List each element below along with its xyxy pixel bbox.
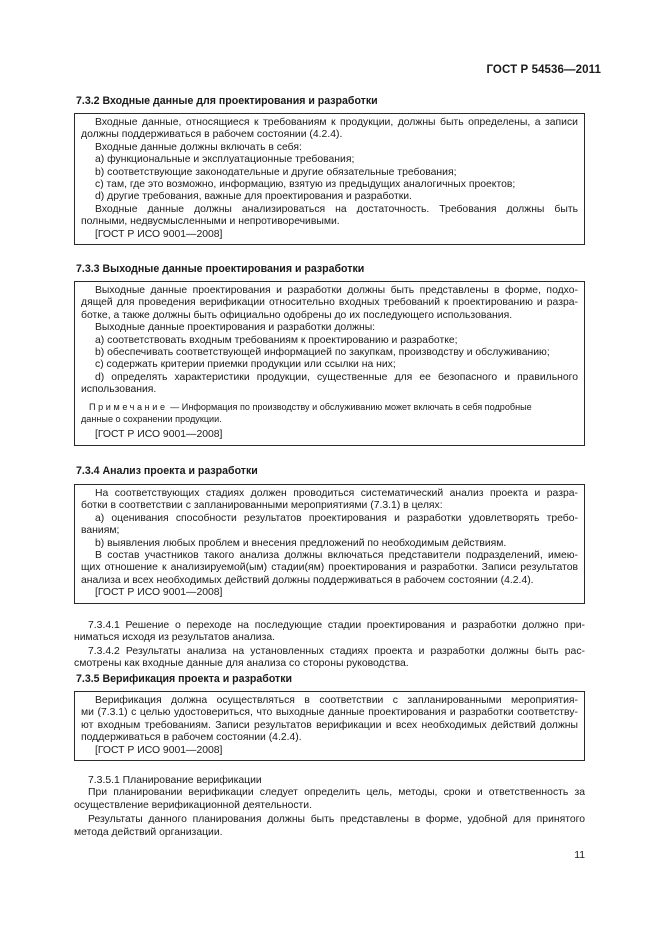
note-text: — Информация по производству и обслуживанию может включать в себя подробные bbox=[167, 401, 532, 412]
list-item: a) функциональные и эксплуатационные требования; bbox=[95, 154, 355, 166]
quote-box-7-3-4 bbox=[74, 484, 585, 604]
list-item: b) соответствующие законодательные и другие обязательные требования; bbox=[95, 166, 457, 178]
text-line: Входные данные должны анализироваться на достаточность. Требования должны быть bbox=[95, 203, 578, 215]
page-number: 11 bbox=[574, 850, 585, 861]
list-item: b) выявления любых проблем и внесения предложений по необходимым действиям. bbox=[95, 537, 507, 549]
quote-box-7-3-3 bbox=[74, 281, 585, 446]
text-line: поддерживаться в рабочем состоянии (4.2.4). bbox=[81, 732, 302, 744]
list-item: d) определять характеристики продукции, существенные для ее безопасного и правильного bbox=[95, 371, 578, 383]
text-line: Входные данные должны включать в себя: bbox=[95, 141, 302, 153]
text-line: ботки в соответствии с запланированными мероприятиями (7.3.1) в целях: bbox=[81, 500, 443, 512]
list-item: d) другие требования, важные для проектирования и разработки. bbox=[95, 191, 412, 203]
note-line bbox=[81, 401, 578, 413]
section-heading-7-3-3: 7.3.3 Выходные данные проектирования и разработки bbox=[76, 263, 365, 275]
section-heading-7-3-2: 7.3.2 Входные данные для проектирования и разработки bbox=[76, 95, 378, 107]
section-heading-7-3-5: 7.3.5 Верификация проекта и разработки bbox=[76, 673, 293, 685]
text-line: ниматься исходя из результатов анализа. bbox=[74, 632, 275, 644]
text-line: На соответствующих стадиях должен проводиться систематический анализ проекта и разра- bbox=[95, 488, 578, 499]
text-line: щих отношение к анализируемой(ым) стадии(ям) проектирования и разработки. Записи результатов bbox=[81, 562, 578, 574]
text-line: 7.3.4.1 Решение о переходе на последующие стадии проектирования и разработки должно при- bbox=[88, 620, 585, 631]
quote-box-7-3-5 bbox=[74, 691, 585, 761]
list-item: c) содержать критерии приемки продукции или ссылки на них; bbox=[95, 359, 396, 371]
text-line: анализа и всех необходимых действий должны поддерживаться в рабочем состоянии (4.2.4). bbox=[81, 574, 534, 586]
text-line: ваниям; bbox=[81, 525, 120, 537]
list-item: c) там, где это возможно, информацию, взятую из предыдущих аналогичных проектов; bbox=[95, 179, 516, 191]
note-label: Примечание bbox=[89, 401, 168, 412]
note-continuation: данные о сохранении продукции. bbox=[81, 414, 222, 425]
text-line: ют входным требованиям. Записи результатов верификации и всех необходимых действий должны bbox=[81, 719, 578, 731]
list-item: a) оценивания способности результатов проектирования и разработки удовлетворять требо- bbox=[95, 512, 578, 524]
text-line: Верификация должна осуществляться в соответствии с запланированными мероприятия- bbox=[95, 695, 578, 706]
text-line: ми (7.3.1) с целью удостовериться, что выходные данные проектирования и разработки соответству- bbox=[81, 707, 578, 719]
quote-box-7-3-2 bbox=[74, 113, 585, 245]
text-line: Входные данные, относящиеся к требованиям к продукции, должны быть определены, а записи bbox=[95, 117, 578, 128]
text-line: Выходные данные проектирования и разработки должны быть представлены в форме, подхо- bbox=[95, 285, 578, 296]
text-line: Выходные данные проектирования и разработки должны: bbox=[95, 322, 376, 334]
text-line: метода действий организации. bbox=[74, 826, 223, 838]
paragraph-7-3-4-1 bbox=[74, 620, 585, 645]
text-line: В состав участников такого анализа должны включаться представители подразделений, имею- bbox=[95, 550, 578, 561]
document-header-id: ГОСТ Р 54536—2011 bbox=[486, 64, 601, 76]
section-heading-7-3-4: 7.3.4 Анализ проекта и разработки bbox=[76, 465, 258, 477]
text-line: 7.3.4.2 Результаты анализа на установленных стадиях проекта и разработки должны быть рас- bbox=[88, 646, 585, 657]
list-item: a) соответствовать входным требованиям к проектированию и разработке; bbox=[95, 334, 458, 346]
text-line: дящей для проведения верификации относительно входных требований к проектированию и разра- bbox=[81, 297, 578, 309]
paragraph-7-3-5-1 bbox=[74, 775, 585, 839]
reference: [ГОСТ Р ИСО 9001—2008] bbox=[95, 744, 223, 756]
reference: [ГОСТ Р ИСО 9001—2008] bbox=[95, 228, 223, 240]
text-line: использования. bbox=[81, 384, 157, 396]
text-line: должны поддерживаться в рабочем состоянии (4.2.4). bbox=[81, 129, 343, 141]
text-line: Результаты данного планирования должны быть представлены в форме, удобной для принятого bbox=[88, 814, 585, 826]
text-line: полными, недвусмысленными и непротиворечивыми. bbox=[81, 216, 340, 228]
text-line: смотрены как входные данные для анализа со стороны руководства. bbox=[74, 658, 409, 670]
list-item: b) обеспечивать соответствующей информацией по закупкам, производству и обслуживанию; bbox=[95, 347, 550, 358]
text-line: осуществление верификационной деятельности. bbox=[74, 799, 312, 811]
text-line: При планировании верификации следует определить цель, методы, сроки и ответственность за bbox=[88, 787, 585, 799]
subsection-title: 7.3.5.1 Планирование верификации bbox=[88, 775, 262, 786]
paragraph-7-3-4-2 bbox=[74, 646, 585, 671]
reference: [ГОСТ Р ИСО 9001—2008] bbox=[95, 429, 223, 441]
reference: [ГОСТ Р ИСО 9001—2008] bbox=[95, 587, 223, 599]
text-line: ботке, а также должны быть официально одобрены до их последующего использования. bbox=[81, 309, 513, 321]
